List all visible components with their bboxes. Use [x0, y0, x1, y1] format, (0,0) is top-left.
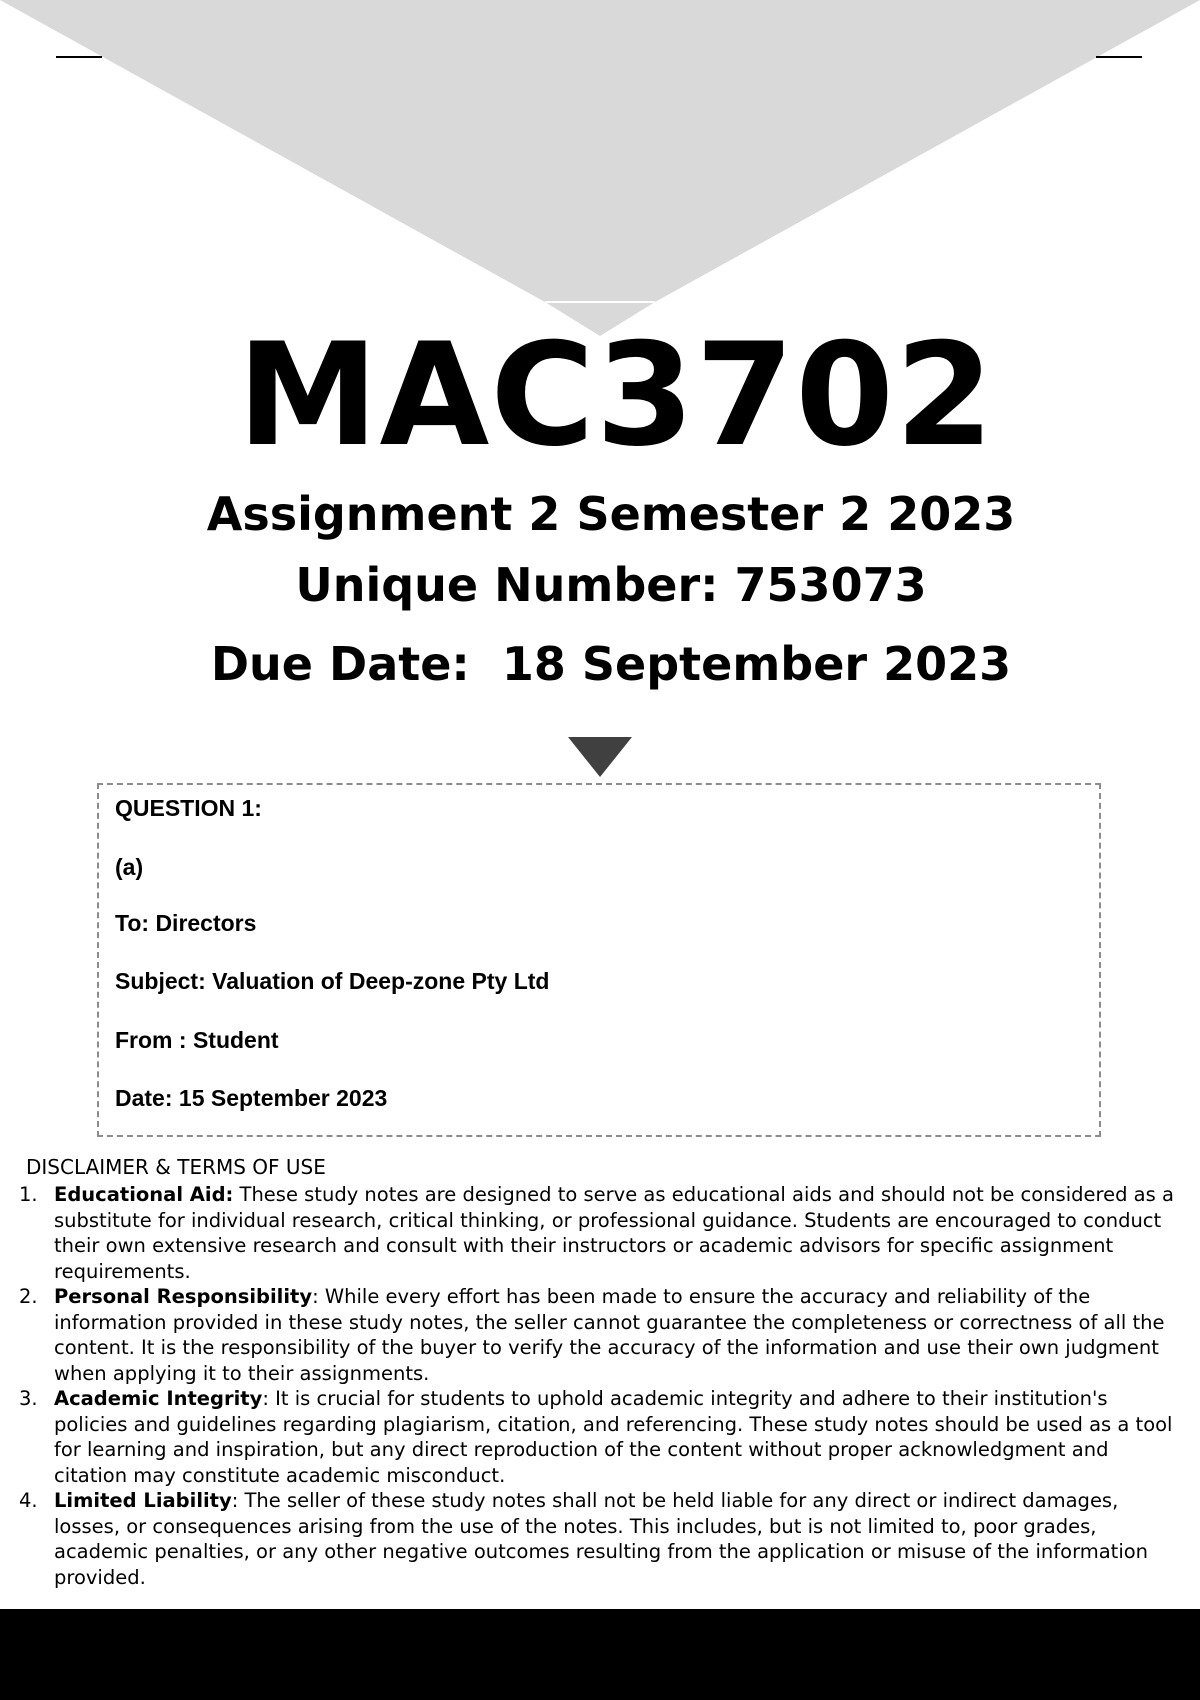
- disclaimer-item: [0, 1182, 1200, 1284]
- disclaimer-list: [0, 1182, 1200, 1590]
- disclaimer-item-title: Limited Liability: [54, 1489, 232, 1512]
- question-heading: QUESTION 1:: [115, 795, 262, 821]
- course-code-title: MAC3702: [237, 313, 995, 478]
- disclaimer-item-title: Educational Aid:: [54, 1183, 234, 1206]
- memo-from: From : Student: [115, 1027, 279, 1053]
- disclaimer-item-text: : It is crucial for students to uphold academic integrity and adhere to their institution's policies and guidelines regarding plagiarism, citation, and referencing. These study notes should be used as a tool for learning and inspiration, but any direct reproduction of the content without proper acknowledgment and citation may constitute academic misconduct.: [54, 1387, 1173, 1487]
- disclaimer-item-number: 3.: [19, 1387, 38, 1410]
- due-date: Due Date: 18 September 2023: [210, 637, 1012, 691]
- disclaimer-item-number: 4.: [19, 1489, 38, 1512]
- disclaimer-section: [0, 1155, 1200, 1590]
- disclaimer-item-number: 1.: [19, 1183, 38, 1206]
- disclaimer-item-text: These study notes are designed to serve as educational aids and should not be considered as a substitute for individual research, critical thinking, or professional guidance. Students are encouraged to conduct their own extensive research and consult with their instructors or academic advisors for specific assignment requirements.: [54, 1183, 1174, 1283]
- disclaimer-item: [0, 1284, 1200, 1386]
- footer-bar: [0, 1609, 1200, 1700]
- memo-subject: Subject: Valuation of Deep-zone Pty Ltd: [115, 968, 550, 994]
- triangle-down-icon: [568, 737, 632, 777]
- disclaimer-heading: DISCLAIMER & TERMS OF USE: [26, 1155, 326, 1179]
- corner-line-right: [1096, 56, 1142, 58]
- cover-chevron-shape: [0, 0, 1200, 340]
- question-box: [97, 783, 1101, 1137]
- disclaimer-item: [0, 1488, 1200, 1590]
- disclaimer-item: [0, 1386, 1200, 1488]
- unique-number: Unique Number: 753073: [295, 558, 927, 612]
- memo-date: Date: 15 September 2023: [115, 1085, 388, 1111]
- disclaimer-item-text: : The seller of these study notes shall not be held liable for any direct or indirect damages, losses, or consequences arising from the use of the notes. This includes, but is not limited to, poor grades, academic penalties, or any other negative outcomes resulting from the application or misuse of the information provided.: [54, 1489, 1149, 1589]
- disclaimer-item-text: : While every effort has been made to ensure the accuracy and reliability of the information provided in these study notes, the seller cannot guarantee the completeness or correctness of all the content. It is the responsibility of the buyer to verify the accuracy of the information and use their own judgment when applying it to their assignments.: [54, 1285, 1165, 1385]
- disclaimer-item-number: 2.: [19, 1285, 38, 1308]
- disclaimer-item-title: Academic Integrity: [54, 1387, 263, 1410]
- memo-to: To: Directors: [115, 910, 257, 936]
- corner-line-left: [56, 56, 102, 58]
- disclaimer-item-title: Personal Responsibility: [54, 1285, 313, 1308]
- question-part: (a): [115, 854, 144, 880]
- assignment-subtitle: Assignment 2 Semester 2 2023: [206, 487, 1016, 541]
